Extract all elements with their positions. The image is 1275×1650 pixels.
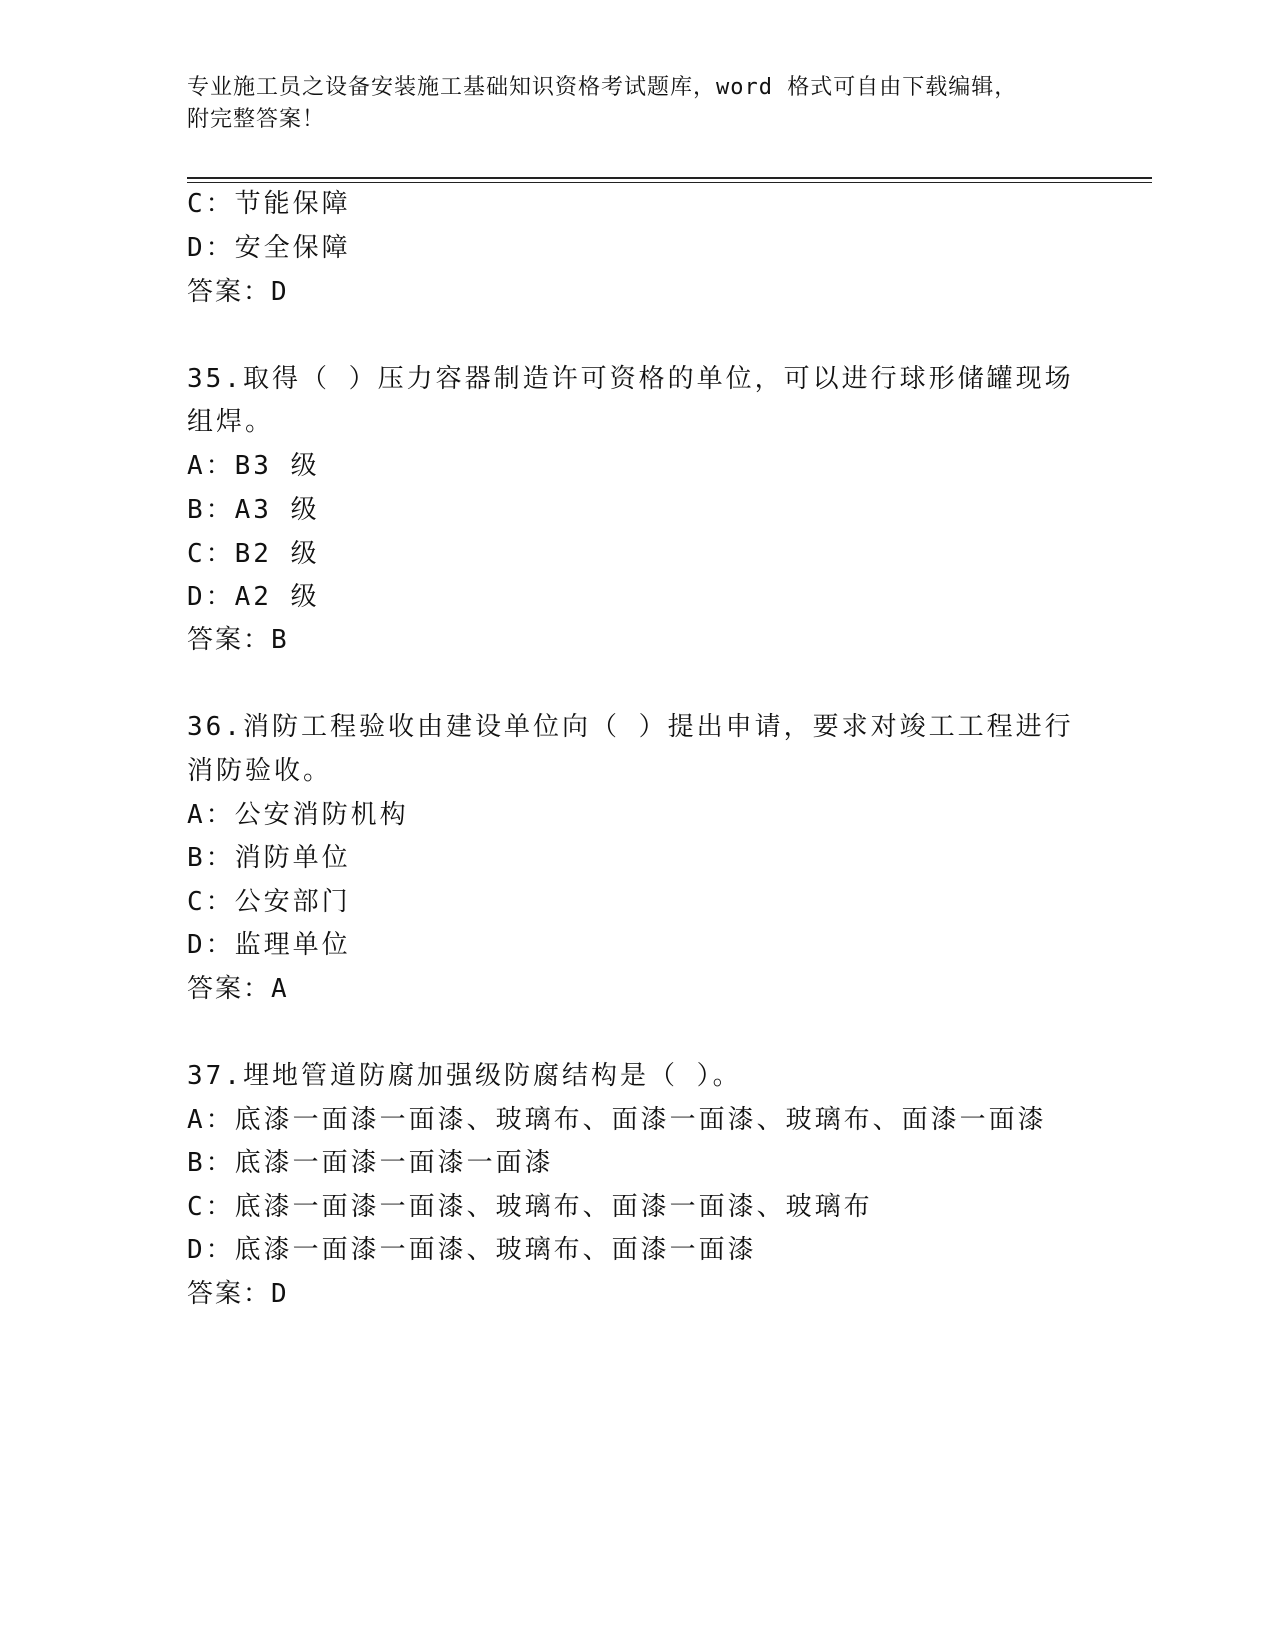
prev-answer: 答案：D bbox=[187, 277, 289, 307]
q37-stem-line-1: 37.埋地管道防腐加强级防腐结构是（ ）。 bbox=[187, 1061, 742, 1091]
header-divider-thick bbox=[187, 177, 1152, 179]
q35-option-c: C：B2 级 bbox=[187, 539, 320, 569]
q36-option-a: A：公安消防机构 bbox=[187, 800, 409, 830]
q37-answer: 答案：D bbox=[187, 1279, 289, 1309]
page-header bbox=[187, 72, 1067, 136]
q37-option-c: C：底漆一面漆一面漆、玻璃布、面漆一面漆、玻璃布 bbox=[187, 1192, 873, 1222]
q35-stem-line-1: 35.取得（ ）压力容器制造许可资格的单位，可以进行球形储罐现场 bbox=[187, 364, 1074, 394]
q36-stem-line-2: 消防验收。 bbox=[187, 756, 333, 786]
q36-option-b: B：消防单位 bbox=[187, 843, 351, 873]
q36-stem-line-1: 36.消防工程验收由建设单位向（ ）提出申请，要求对竣工工程进行 bbox=[187, 712, 1074, 742]
q35-option-d: D：A2 级 bbox=[187, 582, 320, 612]
q36-option-d: D：监理单位 bbox=[187, 930, 351, 960]
q37-option-a: A：底漆一面漆一面漆、玻璃布、面漆一面漆、玻璃布、面漆一面漆 bbox=[187, 1105, 1047, 1135]
q35-option-a: A：B3 级 bbox=[187, 451, 320, 481]
q35-stem-line-2: 组焊。 bbox=[187, 407, 275, 437]
q36-option-c: C：公安部门 bbox=[187, 887, 351, 917]
prev-option-d: D：安全保障 bbox=[187, 233, 351, 263]
header-line-1: 专业施工员之设备安装施工基础知识资格考试题库，word 格式可自由下载编辑， bbox=[187, 75, 1018, 100]
q35-option-b: B：A3 级 bbox=[187, 495, 320, 525]
q37-option-d: D：底漆一面漆一面漆、玻璃布、面漆一面漆 bbox=[187, 1235, 757, 1265]
prev-option-c: C：节能保障 bbox=[187, 189, 351, 219]
q36-answer: 答案：A bbox=[187, 974, 289, 1004]
header-line-2: 附完整答案！ bbox=[187, 107, 326, 132]
q35-answer: 答案：B bbox=[187, 625, 289, 655]
header-divider-thin bbox=[187, 182, 1152, 183]
q37-option-b: B：底漆一面漆一面漆一面漆 bbox=[187, 1148, 554, 1178]
